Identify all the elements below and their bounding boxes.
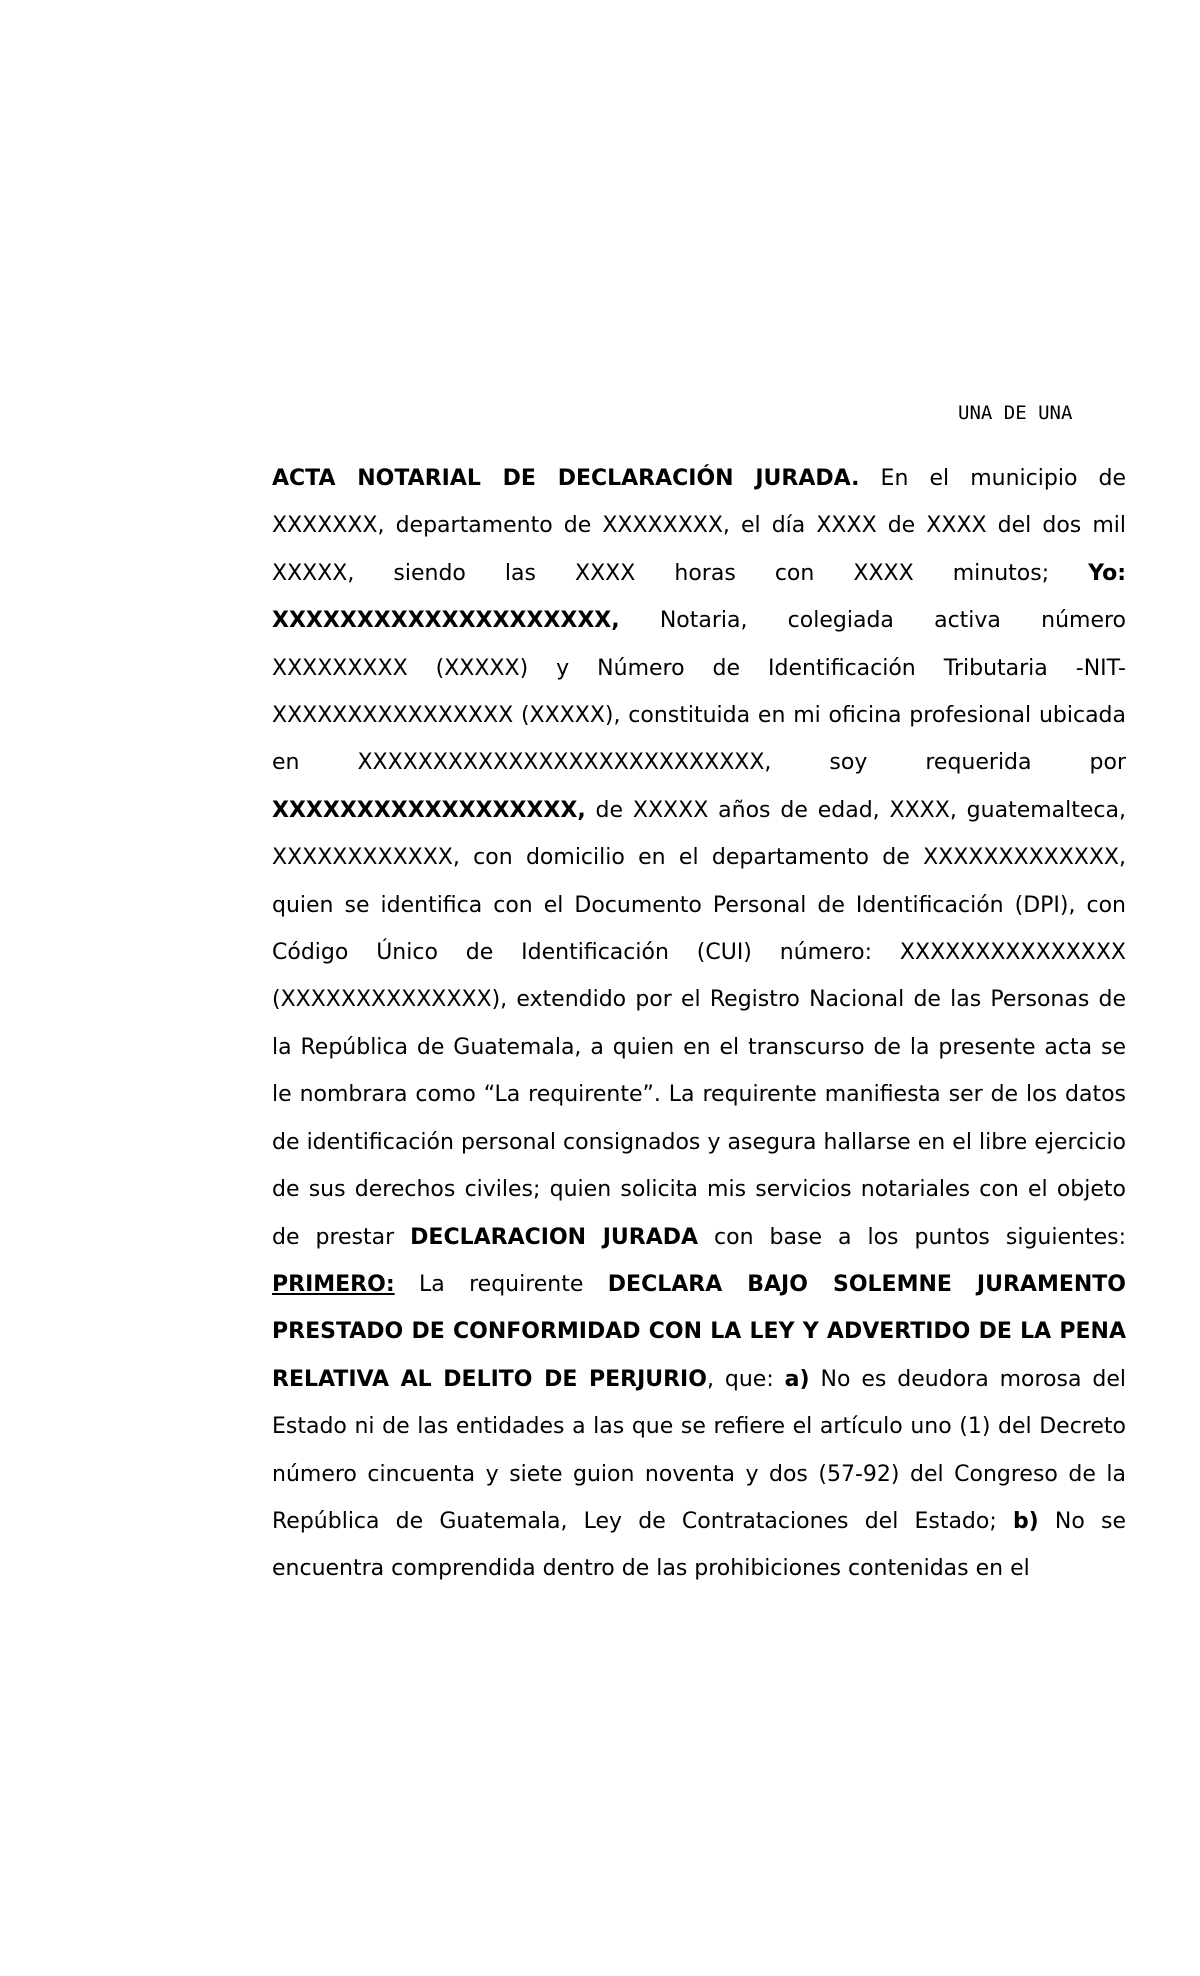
text-segment: Notaria, colegiada activa número XXXXXXXXX (XXXXX) y Número de Identificación Tributaria -NIT- XXXXXXXXXXXXXXXX (XXXXX), constituida en mi oficina profesional ubicada en XXXXXXXXXXXXXXXXXXXXXXXXXXX, soy requerida por [272,608,1126,776]
text-segment: En el municipio de XXXXXXX, departamento de XXXXXXXX, el día XXXX de XXXX del dos mil XXXXX, siendo las XXXX horas con XXXX minutos; [272,466,1127,586]
item-marker-b: b) [1012,1508,1039,1534]
document-body [272,455,1126,1593]
text-segment: con base a los puntos siguientes: [698,1224,1126,1250]
clause-heading-primero: PRIMERO: [272,1271,395,1297]
oath-statement: DECLARA BAJO SOLEMNE JURAMENTO PRESTADO DE CONFORMIDAD CON LA LEY Y ADVERTIDO DE LA PENA RELATIVA AL DELITO DE PERJURIO [272,1271,1126,1392]
text-segment: La requirente [394,1271,608,1297]
page-counter: UNA DE UNA [958,402,1073,424]
notary-name: Yo: XXXXXXXXXXXXXXXXXXXX, [272,560,1126,634]
text-segment: No se encuentra comprendida dentro de las prohibiciones contenidas en el [272,1508,1126,1582]
requester-name: XXXXXXXXXXXXXXXXXX, [272,797,586,823]
item-marker-a: a) [784,1366,810,1392]
document-title: ACTA NOTARIAL DE DECLARACIÓN JURADA. [272,466,860,491]
declaration-label: DECLARACION JURADA [410,1224,699,1250]
text-segment: de XXXXX años de edad, XXXX, guatemalteca, XXXXXXXXXXXX, con domicilio en el departamento de XXXXXXXXXXXXX, quien se identifica con el Documento Personal de Identificación (DPI), con Código Único de Identificación (CUI) número: XXXXXXXXXXXXXXX (XXXXXXXXXXXXXX), extendido por el Registro Nacional de las Personas de la República de Guatemala, a quien en el transcurso de la presente acta se le nombrara como “La requirente”. La requirente manifiesta ser de los datos de identificación personal consignados y asegura hallarse en el libre ejercicio de sus derechos civiles; quien solicita mis servicios notariales con el objeto de prestar [272,797,1126,1250]
text-segment: , que: [706,1366,785,1392]
text-segment: No es deudora morosa del Estado ni de las entidades a las que se refiere el artículo uno (1) del Decreto número cincuenta y siete guion noventa y dos (57-92) del Congreso de la República de Guatemala, Ley de Contrataciones del Estado; [272,1366,1127,1534]
